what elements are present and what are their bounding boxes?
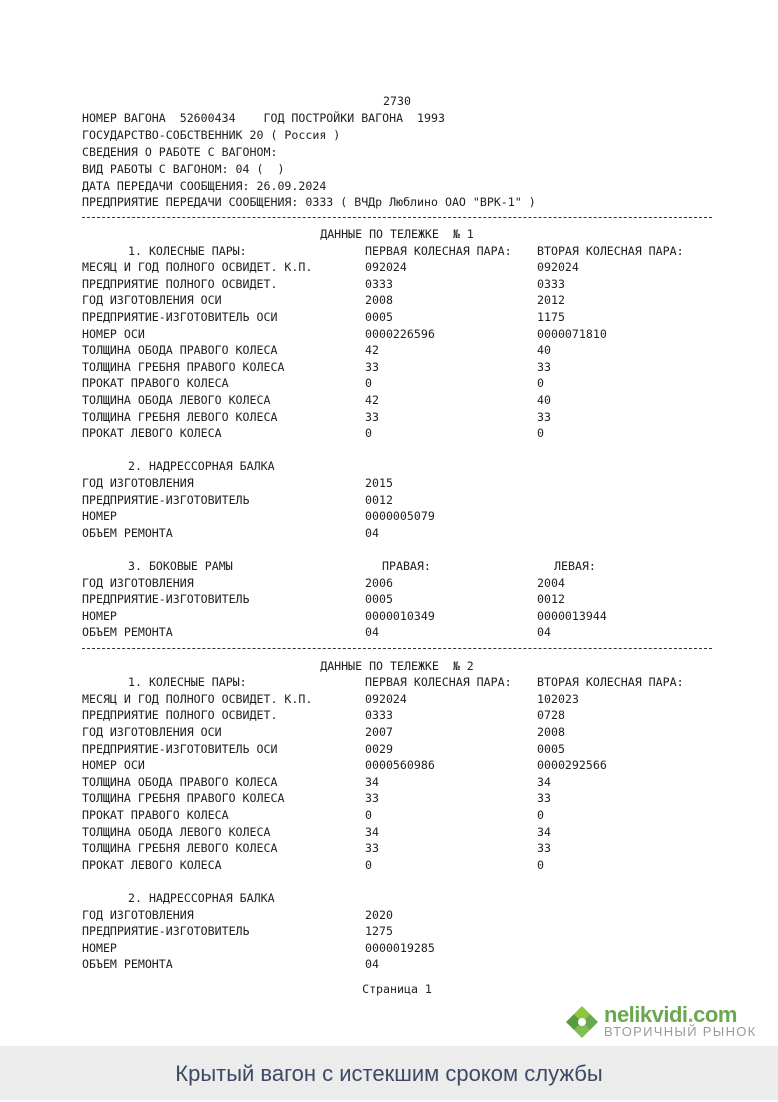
row-value: 0 [537, 376, 544, 391]
row-label: НОМЕР [82, 509, 117, 524]
logo-tagline: ВТОРИЧНЫЙ РЫНОК [604, 1024, 757, 1039]
row-label: НОМЕР [82, 608, 117, 623]
row-value: 0000005079 [365, 509, 435, 524]
section-heading: 1. КОЛЕСНЫЕ ПАРЫ: [128, 675, 247, 690]
row-value: 0 [365, 808, 372, 822]
row-label: ПРОКАТ ПРАВОГО КОЛЕСА [82, 376, 229, 391]
row-value: 092024 [365, 691, 407, 706]
row-label: ГОД ИЗГОТОВЛЕНИЯ ОСИ [82, 293, 222, 308]
row-label: ГОД ИЗГОТОВЛЕНИЯ ОСИ [82, 725, 222, 739]
row-value: 092024 [537, 260, 579, 275]
row-value: 0333 [537, 276, 565, 291]
row-value: 0000019285 [365, 940, 435, 955]
row-value: 0029 [365, 741, 393, 756]
row-label: ТОЛЩИНА ОБОДА ПРАВОГО КОЛЕСА [82, 343, 278, 358]
document-number: 2730 [383, 94, 411, 108]
row-value: 04 [365, 525, 379, 540]
row-value: 33 [365, 359, 379, 374]
column-header: ВТОРАЯ КОЛЕСНАЯ ПАРА: [537, 675, 684, 690]
row-value: 2006 [365, 575, 393, 590]
row-value: 0005 [365, 310, 393, 324]
row-value: 0012 [365, 492, 393, 507]
row-value: 0000013944 [537, 608, 607, 623]
row-value: 0 [537, 808, 544, 822]
row-label: ТОЛЩИНА ГРЕБНЯ ПРАВОГО КОЛЕСА [82, 791, 285, 806]
row-label: ТОЛЩИНА ОБОДА ЛЕВОГО КОЛЕСА [82, 393, 271, 407]
row-value: 0012 [537, 592, 565, 607]
row-value: 34 [537, 824, 551, 839]
row-value: 33 [365, 791, 379, 806]
row-label: ГОД ИЗГОТОВЛЕНИЯ [82, 907, 194, 922]
column-header: ЛЕВАЯ: [554, 559, 596, 573]
row-label: ОБЪЕМ РЕМОНТА [82, 957, 173, 972]
row-value: 0 [537, 857, 544, 872]
row-label: ПРОКАТ ЛЕВОГО КОЛЕСА [82, 426, 222, 441]
row-label: НОМЕР ОСИ [82, 326, 145, 341]
row-value: 1175 [537, 310, 565, 324]
row-label: ОБЪЕМ РЕМОНТА [82, 625, 173, 640]
row-value: 33 [365, 409, 379, 424]
row-value: 04 [537, 625, 551, 640]
row-value: 0333 [365, 708, 393, 723]
row-value: 0005 [537, 741, 565, 756]
row-value: 42 [365, 393, 379, 407]
row-value: 34 [537, 774, 551, 789]
row-label: ПРОКАТ ПРАВОГО КОЛЕСА [82, 808, 229, 822]
section-heading: 2. НАДРЕССОРНАЯ БАЛКА [128, 891, 275, 905]
row-label: МЕСЯЦ И ГОД ПОЛНОГО ОСВИДЕТ. К.П. [82, 691, 313, 706]
row-value: 2008 [537, 725, 565, 739]
header-line: ПРЕДПРИЯТИЕ ПЕРЕДАЧИ СООБЩЕНИЯ: 0333 ( ВЧДр Люблино ОАО "ВРК-1" ) [82, 195, 536, 209]
bogie-title: ДАННЫЕ ПО ТЕЛЕЖКЕ № 1 [320, 227, 474, 241]
page-number: Страница 1 [362, 982, 432, 996]
caption-bar [0, 1046, 778, 1100]
row-value: 2004 [537, 575, 565, 590]
row-value: 33 [537, 791, 551, 806]
row-value: 1275 [365, 924, 393, 939]
row-label: ОБЪЕМ РЕМОНТА [82, 525, 173, 540]
header-line: ВИД РАБОТЫ С ВАГОНОМ: 04 ( ) [82, 162, 285, 176]
column-header: ВТОРАЯ КОЛЕСНАЯ ПАРА: [537, 243, 684, 258]
row-value: 0000010349 [365, 608, 435, 623]
row-value: 0 [365, 426, 372, 441]
logo-tld: com [693, 1002, 737, 1027]
row-value: 2008 [365, 293, 393, 308]
row-value: 40 [537, 393, 551, 407]
row-value: 0333 [365, 276, 393, 291]
row-label: ПРЕДПРИЯТИЕ ПОЛНОГО ОСВИДЕТ. [82, 276, 278, 291]
divider [82, 217, 712, 218]
section-heading: 3. БОКОВЫЕ РАМЫ [128, 559, 233, 573]
row-label: ГОД ИЗГОТОВЛЕНИЯ [82, 575, 194, 590]
column-header: ПРАВАЯ: [382, 559, 431, 573]
recycle-logo-icon [564, 1004, 600, 1040]
row-label: ПРЕДПРИЯТИЕ ПОЛНОГО ОСВИДЕТ. [82, 708, 278, 723]
row-label: ГОД ИЗГОТОВЛЕНИЯ [82, 476, 194, 490]
row-value: 2007 [365, 725, 393, 739]
logo-brand: nelikvidi [604, 1002, 688, 1027]
column-header: ПЕРВАЯ КОЛЕСНАЯ ПАРА: [365, 675, 512, 690]
row-label: ПРЕДПРИЯТИЕ-ИЗГОТОВИТЕЛЬ [82, 924, 250, 939]
caption-text: Крытый вагон с истекшим сроком службы [175, 1061, 603, 1086]
row-value: 34 [365, 774, 379, 789]
row-label: ТОЛЩИНА ГРЕБНЯ ЛЕВОГО КОЛЕСА [82, 409, 278, 424]
header-line: НОМЕР ВАГОНА 52600434 ГОД ПОСТРОЙКИ ВАГОНА 1993 [82, 111, 445, 125]
row-label: ПРЕДПРИЯТИЕ-ИЗГОТОВИТЕЛЬ [82, 592, 250, 607]
row-label: ПРЕДПРИЯТИЕ-ИЗГОТОВИТЕЛЬ ОСИ [82, 310, 278, 324]
row-value: 0 [365, 376, 372, 391]
row-value: 0000071810 [537, 326, 607, 341]
row-value: 33 [537, 841, 551, 856]
row-value: 0 [537, 426, 544, 441]
row-value: 33 [365, 841, 379, 856]
row-label: НОМЕР ОСИ [82, 758, 145, 773]
row-value: 34 [365, 824, 379, 839]
row-value: 0728 [537, 708, 565, 723]
row-label: ТОЛЩИНА ГРЕБНЯ ПРАВОГО КОЛЕСА [82, 359, 285, 374]
row-label: МЕСЯЦ И ГОД ПОЛНОГО ОСВИДЕТ. К.П. [82, 260, 313, 275]
row-value: 0000226596 [365, 326, 435, 341]
row-value: 04 [365, 957, 379, 972]
row-label: ПРОКАТ ЛЕВОГО КОЛЕСА [82, 857, 222, 872]
row-value: 33 [537, 359, 551, 374]
row-label: НОМЕР [82, 940, 117, 955]
header-line: ДАТА ПЕРЕДАЧИ СООБЩЕНИЯ: 26.09.2024 [82, 179, 327, 193]
row-value: 33 [537, 409, 551, 424]
row-label: ТОЛЩИНА ОБОДА ПРАВОГО КОЛЕСА [82, 774, 278, 789]
row-value: 2015 [365, 476, 393, 490]
row-value: 04 [365, 625, 379, 640]
row-value: 092024 [365, 260, 407, 275]
row-value: 0000560986 [365, 758, 435, 773]
column-header: ПЕРВАЯ КОЛЕСНАЯ ПАРА: [365, 243, 512, 258]
row-label: ТОЛЩИНА ОБОДА ЛЕВОГО КОЛЕСА [82, 824, 271, 839]
row-label: ТОЛЩИНА ГРЕБНЯ ЛЕВОГО КОЛЕСА [82, 841, 278, 856]
row-value: 40 [537, 343, 551, 358]
row-value: 2012 [537, 293, 565, 308]
row-value: 42 [365, 343, 379, 358]
section-heading: 2. НАДРЕССОРНАЯ БАЛКА [128, 459, 275, 474]
logo-dot: . [687, 1002, 694, 1027]
section-heading: 1. КОЛЕСНЫЕ ПАРЫ: [128, 243, 247, 258]
row-value: 0 [365, 857, 372, 872]
divider [82, 648, 712, 649]
header-line: СВЕДЕНИЯ О РАБОТЕ С ВАГОНОМ: [82, 145, 278, 159]
row-value: 0000292566 [537, 758, 607, 773]
row-label: ПРЕДПРИЯТИЕ-ИЗГОТОВИТЕЛЬ ОСИ [82, 741, 278, 756]
row-value: 0005 [365, 592, 393, 607]
row-label: ПРЕДПРИЯТИЕ-ИЗГОТОВИТЕЛЬ [82, 492, 250, 507]
header-line: ГОСУДАРСТВО-СОБСТВЕННИК 20 ( Россия ) [82, 128, 341, 142]
row-value: 2020 [365, 907, 393, 922]
row-value: 102023 [537, 691, 579, 706]
bogie-title: ДАННЫЕ ПО ТЕЛЕЖКЕ № 2 [320, 658, 474, 673]
watermark-logo [564, 1002, 764, 1042]
